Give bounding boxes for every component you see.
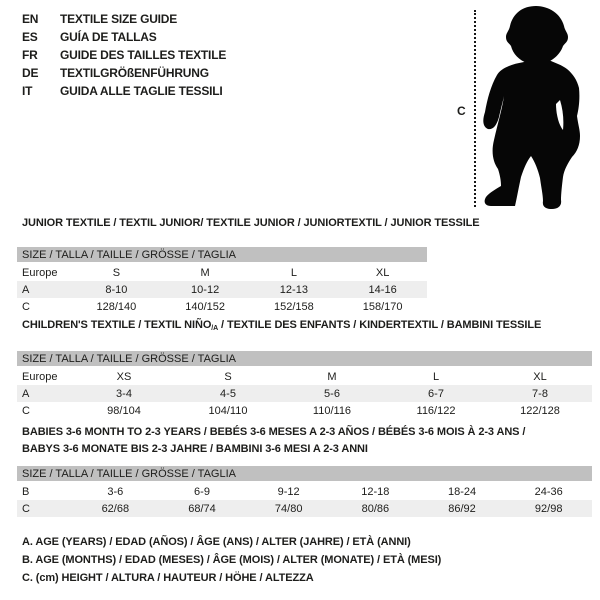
- size-table-header: SIZE / TALLA / TAILLE / GRÖSSE / TAGLIA: [17, 351, 592, 366]
- children-size-table: [17, 351, 592, 419]
- size-cell: L: [290, 266, 297, 279]
- babies-size-table: [17, 466, 592, 517]
- section-title-part: CHILDREN'S TEXTILE / TEXTIL NIÑO: [22, 319, 212, 331]
- size-cell: M: [200, 266, 210, 279]
- section-junior-textile: [17, 215, 480, 315]
- age-cell: 6-7: [428, 387, 444, 400]
- legend-line-age-months: B. AGE (MONTHS) / EDAD (MESES) / ÂGE (MOIS) / ALTER (MONATE) / ETÀ (MESI): [22, 554, 442, 566]
- row-label: C: [22, 404, 30, 417]
- size-table-header: SIZE / TALLA / TAILLE / GRÖSSE / TAGLIA: [17, 247, 427, 262]
- age-cell: 8-10: [105, 283, 128, 296]
- row-label: Europe: [22, 370, 58, 383]
- legend-line-age-years: A. AGE (YEARS) / EDAD (AÑOS) / ÂGE (ANS) / ALTER (JAHRE) / ETÀ (ANNI): [22, 536, 411, 548]
- size-cell: M: [327, 370, 337, 383]
- age-cell: 18-24: [447, 485, 477, 498]
- section-childrens-textile: [17, 317, 592, 419]
- row-label: C: [22, 300, 30, 313]
- table-row-age-months: [17, 483, 592, 500]
- height-cell: 116/122: [416, 404, 456, 417]
- age-cell: 12-13: [279, 283, 308, 296]
- age-cell: 12-18: [361, 485, 390, 498]
- table-row-age: [17, 385, 592, 402]
- size-cell: XL: [533, 370, 547, 383]
- height-cell: 62/68: [101, 502, 130, 515]
- height-cell: 80/86: [361, 502, 390, 515]
- height-cell: 68/74: [188, 502, 216, 515]
- table-row-age: [17, 281, 427, 298]
- section-title-subscript: /A: [211, 325, 219, 332]
- measurement-legend: [22, 533, 441, 587]
- language-row-es: [22, 28, 226, 46]
- row-label: A: [22, 387, 30, 400]
- size-cell: XL: [375, 266, 390, 279]
- height-cell: 140/152: [185, 300, 225, 313]
- height-cell: 158/170: [362, 300, 403, 313]
- age-cell: 5-6: [324, 387, 340, 400]
- age-cell: 7-8: [532, 387, 548, 400]
- height-cell: 110/116: [312, 404, 352, 417]
- age-cell: 4-5: [220, 387, 236, 400]
- language-row-it: [22, 82, 226, 100]
- row-label: A: [22, 283, 30, 296]
- language-row-fr: [22, 46, 226, 64]
- guide-title-de: TEXTILGRÖßENFÜHRUNG: [60, 66, 209, 80]
- guide-title-fr: GUIDE DES TAILLES TEXTILE: [60, 48, 227, 62]
- language-code: ES: [22, 30, 38, 44]
- height-cell: 98/104: [107, 404, 141, 417]
- language-row-de: [22, 64, 226, 82]
- height-cell: 92/98: [534, 502, 563, 515]
- language-code: IT: [22, 84, 33, 98]
- language-code: DE: [22, 66, 39, 80]
- section-title: [17, 317, 592, 337]
- language-title-list: [22, 10, 226, 100]
- age-cell: 10-12: [191, 283, 220, 296]
- table-row-europe: [17, 368, 592, 385]
- guide-title-it: GUIDA ALLE TAGLIE TESSILI: [60, 84, 223, 98]
- size-table-header: SIZE / TALLA / TAILLE / GRÖSSE / TAGLIA: [17, 466, 592, 481]
- baby-silhouette-icon: [478, 2, 590, 212]
- height-cell: 128/140: [96, 300, 137, 313]
- section-babies-textile: [17, 424, 592, 517]
- height-cell: 122/128: [520, 404, 560, 417]
- height-cell: 152/158: [273, 300, 314, 313]
- size-cell: S: [224, 370, 232, 383]
- language-code: FR: [22, 48, 38, 62]
- section-title: JUNIOR TEXTILE / TEXTIL JUNIOR/ TEXTILE JUNIOR / JUNIORTEXTIL / JUNIOR TESSILE: [22, 217, 480, 229]
- age-cell: 9-12: [277, 485, 300, 498]
- table-row-europe: [17, 264, 427, 281]
- section-title-line2: BABYS 3-6 MONATE BIS 2-3 JAHRE / BAMBINI 3-6 MESI A 2-3 ANNI: [22, 443, 368, 455]
- language-row-en: [22, 10, 226, 28]
- age-cell: 24-36: [534, 485, 563, 498]
- guide-title-es: GUÍA DE TALLAS: [60, 30, 157, 44]
- row-label: B: [22, 485, 30, 498]
- language-code: EN: [22, 12, 39, 26]
- table-row-height: [17, 298, 427, 315]
- age-cell: 3-6: [107, 485, 124, 498]
- legend-line-height: C. (cm) HEIGHT / ALTURA / HAUTEUR / HÖHE / ALTEZZA: [22, 572, 314, 584]
- size-cell: L: [432, 370, 440, 383]
- table-row-height: [17, 500, 592, 517]
- guide-title-en: TEXTILE SIZE GUIDE: [60, 12, 178, 26]
- age-cell: 3-4: [116, 387, 132, 400]
- height-cell: 74/80: [274, 502, 303, 515]
- size-cell: S: [112, 266, 121, 279]
- height-cell: 104/110: [208, 404, 248, 417]
- age-cell: 14-16: [368, 283, 397, 296]
- height-measure-label: C: [457, 104, 466, 118]
- junior-size-table: [17, 247, 427, 315]
- size-cell: XS: [116, 370, 132, 383]
- row-label: C: [22, 502, 30, 515]
- section-title-line1: BABIES 3-6 MONTH TO 2-3 YEARS / BEBÉS 3-6 MESES A 2-3 AÑOS / BÉBÉS 3-6 MOIS À 2-3 ANS /: [22, 426, 526, 438]
- table-row-height: [17, 402, 592, 419]
- row-label: Europe: [22, 266, 58, 279]
- height-cell: 86/92: [448, 502, 476, 515]
- section-title-part: / TEXTILE DES ENFANTS / KINDERTEXTIL / BAMBINI TESSILE: [218, 319, 542, 331]
- age-cell: 6-9: [194, 485, 210, 498]
- height-measure-line: [474, 10, 476, 207]
